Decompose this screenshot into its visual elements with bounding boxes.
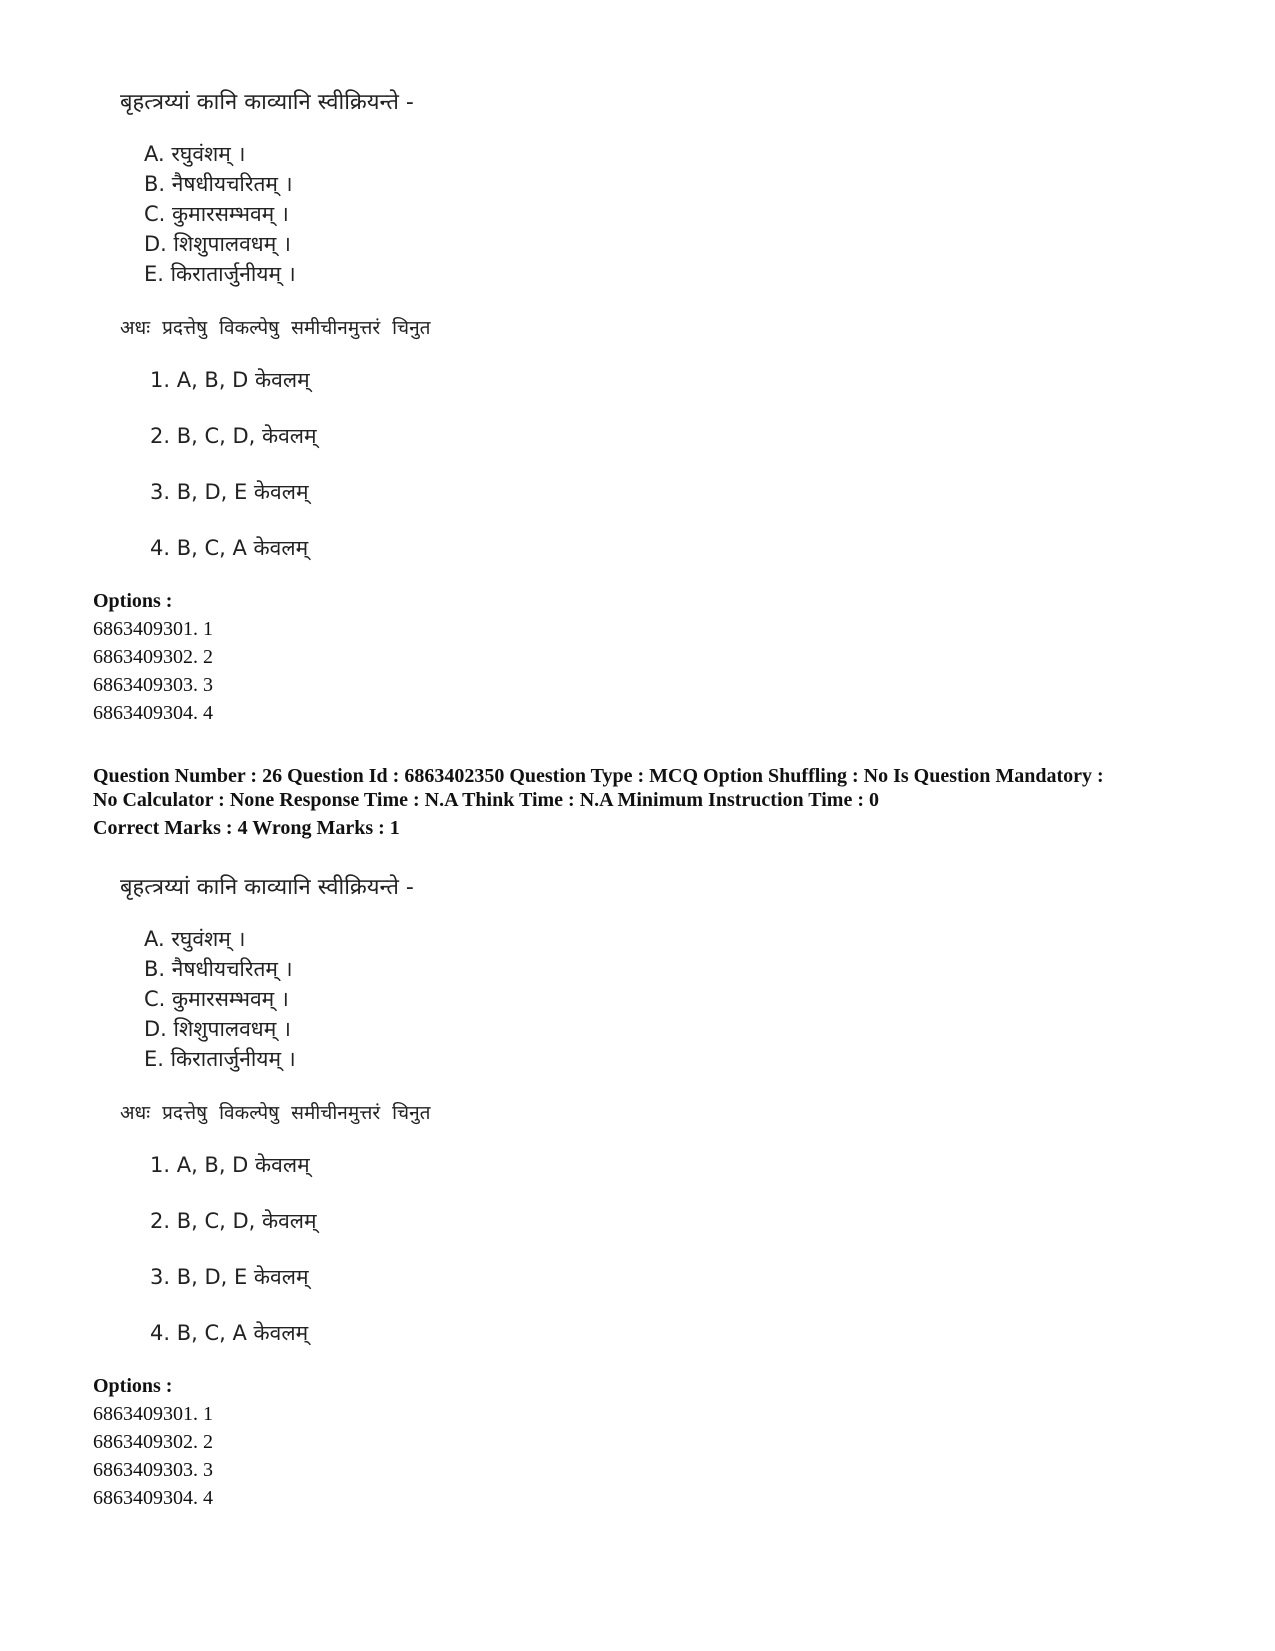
option-id-1: 6863409301. 1 (93, 1403, 213, 1425)
question-marks: Correct Marks : 4 Wrong Marks : 1 (93, 817, 400, 839)
statement-b: B. नैषधीयचरितम् । (144, 957, 293, 981)
statement-b: B. नैषधीयचरितम् । (144, 172, 293, 196)
option-id-4: 6863409304. 4 (93, 702, 213, 724)
question-meta-line-2: No Calculator : None Response Time : N.A Think Time : N.A Minimum Instruction Time : 0 (93, 789, 879, 811)
choice-2: 2. B, C, D, केवलम् (150, 424, 317, 448)
option-id-3: 6863409303. 3 (93, 1459, 213, 1481)
choice-1: 1. A, B, D केवलम् (150, 1153, 310, 1177)
statement-e: E. किरातार्जुनीयम् । (144, 1047, 296, 1071)
question-meta-line-1: Question Number : 26 Question Id : 6863402350 Question Type : MCQ Option Shuffling : No Is Question Mandatory : (93, 765, 1104, 787)
choice-4: 4. B, C, A केवलम् (150, 1321, 309, 1345)
instruction-text: अधः प्रदत्तेषु विकल्पेषु समीचीनमुत्तरं चिनुत (120, 317, 431, 339)
option-id-2: 6863409302. 2 (93, 1431, 213, 1453)
option-id-3: 6863409303. 3 (93, 674, 213, 696)
choice-4: 4. B, C, A केवलम् (150, 536, 309, 560)
options-heading: Options : (93, 590, 173, 612)
instruction-text: अधः प्रदत्तेषु विकल्पेषु समीचीनमुत्तरं चिनुत (120, 1102, 431, 1124)
choice-3: 3. B, D, E केवलम् (150, 1265, 309, 1289)
statement-d: D. शिशुपालवधम् । (144, 232, 291, 256)
statement-a: A. रघुवंशम् । (144, 142, 246, 166)
statement-c: C. कुमारसम्भवम् । (144, 987, 289, 1011)
choice-1: 1. A, B, D केवलम् (150, 368, 310, 392)
statement-a: A. रघुवंशम् । (144, 927, 246, 951)
choice-2: 2. B, C, D, केवलम् (150, 1209, 317, 1233)
statement-d: D. शिशुपालवधम् । (144, 1017, 291, 1041)
statement-e: E. किरातार्जुनीयम् । (144, 262, 296, 286)
choice-3: 3. B, D, E केवलम् (150, 480, 309, 504)
option-id-2: 6863409302. 2 (93, 646, 213, 668)
options-heading: Options : (93, 1375, 173, 1397)
question-title: बृहत्त्रय्यां कानि काव्यानि स्वीक्रियन्ते - (120, 90, 414, 115)
option-id-4: 6863409304. 4 (93, 1487, 213, 1509)
question-title: बृहत्त्रय्यां कानि काव्यानि स्वीक्रियन्ते - (120, 875, 414, 900)
option-id-1: 6863409301. 1 (93, 618, 213, 640)
statement-c: C. कुमारसम्भवम् । (144, 202, 289, 226)
